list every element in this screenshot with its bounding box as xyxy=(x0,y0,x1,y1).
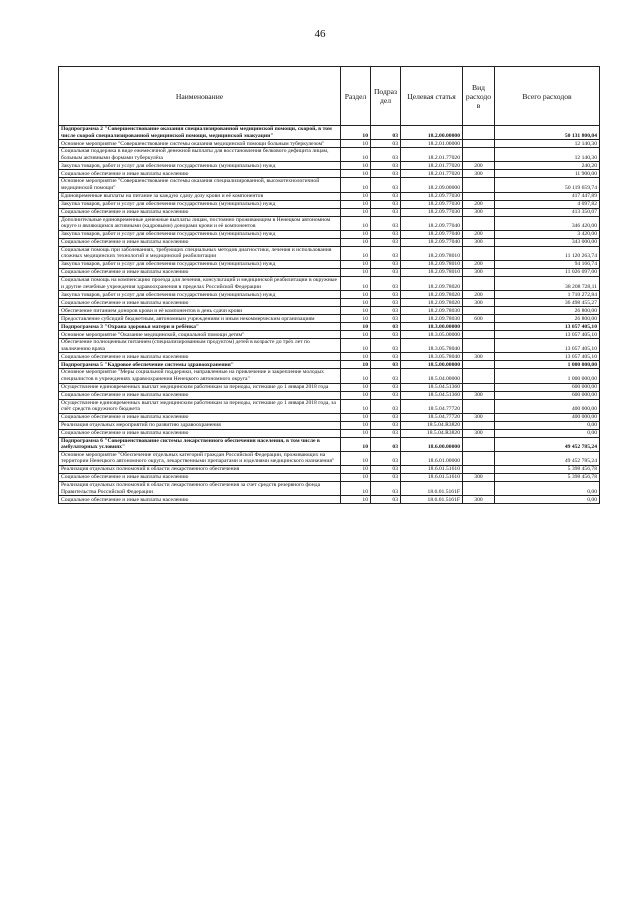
cell-subsection: 03 xyxy=(371,170,401,178)
cell-name: Социальная помощь на компенсацию проезда для лечения, консультаций и медицинской реабилитации в окружные и другие лечебные учреждения здравоохранения в пределах Российской Федерации xyxy=(59,276,341,290)
cell-amount: 600 000,00 xyxy=(495,383,600,391)
cell-target: 18.5.04.R3820 xyxy=(401,429,463,437)
cell-name: Социальное обеспечение и иные выплаты населению xyxy=(59,299,341,307)
cell-amount: 5 398 456,78 xyxy=(495,474,600,482)
cell-amount: 0,00 xyxy=(495,421,600,429)
cell-section: 10 xyxy=(341,126,371,140)
cell-section: 10 xyxy=(341,192,371,200)
cell-kind: 300 xyxy=(463,391,495,399)
cell-section: 10 xyxy=(341,451,371,465)
cell-subsection: 03 xyxy=(371,437,401,451)
cell-name: Социальное обеспечение и иные выплаты населению xyxy=(59,353,341,361)
cell-subsection: 03 xyxy=(371,353,401,361)
cell-kind: 300 xyxy=(463,170,495,178)
table-row xyxy=(59,323,600,331)
cell-kind: 300 xyxy=(463,429,495,437)
cell-subsection: 03 xyxy=(371,299,401,307)
cell-subsection: 03 xyxy=(371,140,401,148)
cell-target: 18.6.01.51610 xyxy=(401,466,463,474)
cell-subsection: 03 xyxy=(371,307,401,315)
cell-name: Обеспечение полноценным питанием (специализированным продуктом) детей в возрасте до трёх лет по заключению врача xyxy=(59,339,341,353)
table-row xyxy=(59,268,600,276)
cell-section: 10 xyxy=(341,482,371,496)
cell-subsection: 03 xyxy=(371,291,401,299)
cell-target: 18.2.09.77030 xyxy=(401,192,463,200)
cell-subsection: 03 xyxy=(371,276,401,290)
cell-section: 10 xyxy=(341,208,371,216)
budget-table xyxy=(58,66,600,504)
cell-section: 10 xyxy=(341,260,371,268)
cell-target: 18.6.01.00000 xyxy=(401,451,463,465)
cell-kind xyxy=(463,466,495,474)
cell-target: 18.6.01.5161F xyxy=(401,496,463,504)
cell-amount: 413 350,07 xyxy=(495,208,600,216)
cell-name: Обеспечение питанием доноров крови и её компонентов в день сдачи крови xyxy=(59,307,341,315)
cell-kind xyxy=(463,307,495,315)
cell-section: 10 xyxy=(341,437,371,451)
table-row xyxy=(59,200,600,208)
cell-kind xyxy=(463,331,495,339)
cell-target: 18.6.00.00000 xyxy=(401,437,463,451)
cell-amount: 13 057 405,10 xyxy=(495,331,600,339)
table-row xyxy=(59,353,600,361)
table-row xyxy=(59,474,600,482)
cell-subsection: 03 xyxy=(371,391,401,399)
cell-amount: 12 140,30 xyxy=(495,140,600,148)
cell-kind: 300 xyxy=(463,299,495,307)
cell-section: 10 xyxy=(341,246,371,260)
cell-name: Социальное обеспечение и иные выплаты населению xyxy=(59,238,341,246)
cell-target: 18.2.09.78010 xyxy=(401,268,463,276)
header-target: Целевая статья xyxy=(401,67,463,126)
cell-subsection: 03 xyxy=(371,268,401,276)
table-row xyxy=(59,299,600,307)
cell-amount: 13 057 405,10 xyxy=(495,339,600,353)
cell-target: 18.2.09.00000 xyxy=(401,178,463,192)
cell-amount: 11 900,00 xyxy=(495,170,600,178)
cell-amount: 3 420,00 xyxy=(495,230,600,238)
cell-kind xyxy=(463,140,495,148)
cell-subsection: 03 xyxy=(371,413,401,421)
cell-kind xyxy=(463,126,495,140)
cell-section: 10 xyxy=(341,170,371,178)
cell-kind xyxy=(463,246,495,260)
cell-amount: 50 131 800,04 xyxy=(495,126,600,140)
cell-subsection: 03 xyxy=(371,399,401,413)
cell-subsection: 03 xyxy=(371,126,401,140)
table-row xyxy=(59,148,600,162)
cell-section: 10 xyxy=(341,200,371,208)
cell-section: 10 xyxy=(341,369,371,383)
table-row xyxy=(59,361,600,369)
cell-amount: 1 000 000,00 xyxy=(495,369,600,383)
cell-target: 18.2.09.78020 xyxy=(401,299,463,307)
cell-kind xyxy=(463,369,495,383)
cell-amount: 0,00 xyxy=(495,482,600,496)
table-row xyxy=(59,126,600,140)
header-kind: Вид расходо в xyxy=(463,67,495,126)
cell-amount: 346 420,00 xyxy=(495,216,600,230)
table-row xyxy=(59,391,600,399)
cell-kind xyxy=(463,482,495,496)
cell-target: 18.6.01.5161F xyxy=(401,482,463,496)
cell-subsection: 03 xyxy=(371,208,401,216)
cell-target: 18.2.09.78010 xyxy=(401,260,463,268)
cell-amount: 94 166,74 xyxy=(495,260,600,268)
cell-target: 18.5.04.51360 xyxy=(401,383,463,391)
cell-name: Закупка товаров, работ и услуг для обеспечения государственных (муниципальных) нужд xyxy=(59,260,341,268)
cell-subsection: 03 xyxy=(371,323,401,331)
cell-target: 18.2.09.78030 xyxy=(401,307,463,315)
cell-amount: 5 398 456,78 xyxy=(495,466,600,474)
table-row xyxy=(59,307,600,315)
cell-kind xyxy=(463,451,495,465)
cell-subsection: 03 xyxy=(371,369,401,383)
cell-section: 10 xyxy=(341,383,371,391)
cell-section: 10 xyxy=(341,323,371,331)
cell-subsection: 03 xyxy=(371,331,401,339)
cell-amount: 38 208 728,11 xyxy=(495,276,600,290)
cell-kind: 200 xyxy=(463,260,495,268)
cell-target: 18.5.04.77720 xyxy=(401,399,463,413)
table-row xyxy=(59,413,600,421)
cell-name: Социальное обеспечение и иные выплаты населению xyxy=(59,391,341,399)
cell-target: 18.2.09.78020 xyxy=(401,291,463,299)
cell-kind: 300 xyxy=(463,353,495,361)
table-row xyxy=(59,216,600,230)
cell-name: Социальное обеспечение и иные выплаты населению xyxy=(59,429,341,437)
cell-kind xyxy=(463,192,495,200)
cell-section: 10 xyxy=(341,178,371,192)
cell-name: Предоставление субсидий бюджетным, автономным учреждениям и иным некоммерческим организациям xyxy=(59,315,341,323)
table-row xyxy=(59,466,600,474)
cell-section: 10 xyxy=(341,216,371,230)
cell-name: Реализация отдельных полномочий в области лекарственного обеспечения за счет средств резервного фонда Правительства Российской Федерации xyxy=(59,482,341,496)
cell-amount: 1 000 000,00 xyxy=(495,361,600,369)
table-row xyxy=(59,276,600,290)
cell-subsection: 03 xyxy=(371,361,401,369)
cell-subsection: 03 xyxy=(371,162,401,170)
cell-name: Основное мероприятие "Меры социальной поддержки, направленные на привлечение и закрепление молодых специалистов в учреждениях здравоохранения Ненецкого автономного округа" xyxy=(59,369,341,383)
cell-target: 18.5.04.77720 xyxy=(401,413,463,421)
cell-name: Подпрограмма 6 "Совершенствование системы лекарственного обеспечения населения, в том числе в амбулаторных условиях" xyxy=(59,437,341,451)
cell-subsection: 03 xyxy=(371,200,401,208)
cell-name: Социальное обеспечение и иные выплаты населению xyxy=(59,170,341,178)
cell-name: Дополнительные единовременные денежные выплаты лицам, постоянно проживающим в Ненецком автономном округе и являющимся активными (кадровыми) донорами крови и её компонентов xyxy=(59,216,341,230)
cell-amount: 36 498 455,27 xyxy=(495,299,600,307)
cell-subsection: 03 xyxy=(371,429,401,437)
cell-kind: 200 xyxy=(463,291,495,299)
cell-target: 18.2.09.77030 xyxy=(401,200,463,208)
cell-subsection: 03 xyxy=(371,451,401,465)
cell-name: Социальная помощь при заболеваниях, требующих специальных методов диагностики, лечения и использования сложных медицинских технологий и медицинской реабилитации xyxy=(59,246,341,260)
table-row xyxy=(59,178,600,192)
table-row xyxy=(59,482,600,496)
header-section: Раздел xyxy=(341,67,371,126)
cell-amount: 11 120 263,74 xyxy=(495,246,600,260)
cell-amount: 4 097,82 xyxy=(495,200,600,208)
cell-kind xyxy=(463,148,495,162)
cell-section: 10 xyxy=(341,291,371,299)
cell-target: 18.2.01.77020 xyxy=(401,148,463,162)
cell-section: 10 xyxy=(341,140,371,148)
cell-amount: 1 710 272,84 xyxy=(495,291,600,299)
table-row xyxy=(59,421,600,429)
cell-name: Реализация отдельных полномочий в области лекарственного обеспечения xyxy=(59,466,341,474)
cell-section: 10 xyxy=(341,474,371,482)
cell-target: 18.2.09.78030 xyxy=(401,315,463,323)
cell-name: Реализация отдельных мероприятий по развитию здравоохранения xyxy=(59,421,341,429)
cell-target: 18.2.01.00000 xyxy=(401,140,463,148)
cell-target: 18.5.04.51360 xyxy=(401,391,463,399)
header-name: Наименование xyxy=(59,67,341,126)
cell-name: Социальное обеспечение и иные выплаты населению xyxy=(59,496,341,504)
table-row xyxy=(59,399,600,413)
table-row xyxy=(59,369,600,383)
cell-name: Основное мероприятие "Совершенствование системы оказания медицинской помощи больным туберкулезом" xyxy=(59,140,341,148)
cell-kind xyxy=(463,399,495,413)
cell-amount: 26 800,00 xyxy=(495,307,600,315)
cell-name: Подпрограмма 5 "Кадровое обеспечение системы здравоохранения" xyxy=(59,361,341,369)
cell-amount: 13 057 405,10 xyxy=(495,323,600,331)
cell-section: 10 xyxy=(341,339,371,353)
table-row xyxy=(59,339,600,353)
cell-kind xyxy=(463,383,495,391)
cell-name: Осуществление единовременных выплат медицинским работникам за периоды, истекшие до 1 января 2018 года, за счёт средств окружного бюджета xyxy=(59,399,341,413)
cell-target: 18.2.09.78010 xyxy=(401,246,463,260)
cell-kind: 300 xyxy=(463,238,495,246)
cell-section: 10 xyxy=(341,413,371,421)
cell-name: Социальное обеспечение и иные выплаты населению xyxy=(59,474,341,482)
cell-kind xyxy=(463,339,495,353)
cell-target: 18.2.09.77040 xyxy=(401,216,463,230)
table-row xyxy=(59,208,600,216)
cell-amount: 12 140,30 xyxy=(495,148,600,162)
cell-kind xyxy=(463,361,495,369)
table-row xyxy=(59,246,600,260)
cell-subsection: 03 xyxy=(371,383,401,391)
cell-subsection: 03 xyxy=(371,148,401,162)
cell-name: Осуществление единовременных выплат медицинским работникам за периоды, истекшие до 1 января 2018 года xyxy=(59,383,341,391)
cell-target: 18.6.01.51610 xyxy=(401,474,463,482)
cell-kind: 300 xyxy=(463,496,495,504)
cell-name: Основное мероприятие "Оказание медицинской, социальной помощи детям" xyxy=(59,331,341,339)
cell-kind: 200 xyxy=(463,230,495,238)
cell-amount: 49 452 785,24 xyxy=(495,437,600,451)
table-row xyxy=(59,230,600,238)
table-row xyxy=(59,162,600,170)
cell-target: 18.5.04.00000 xyxy=(401,369,463,383)
cell-amount: 49 452 785,24 xyxy=(495,451,600,465)
table-row xyxy=(59,170,600,178)
cell-name: Единовременные выплаты на питание за каждую сдачу дозу крови и её компонентов xyxy=(59,192,341,200)
cell-subsection: 03 xyxy=(371,178,401,192)
page-number: 46 xyxy=(314,28,326,40)
cell-subsection: 03 xyxy=(371,216,401,230)
cell-kind: 300 xyxy=(463,208,495,216)
cell-subsection: 03 xyxy=(371,192,401,200)
cell-target: 18.3.00.00000 xyxy=(401,323,463,331)
cell-amount: 50 119 659,74 xyxy=(495,178,600,192)
cell-section: 10 xyxy=(341,353,371,361)
cell-subsection: 03 xyxy=(371,246,401,260)
cell-amount: 0,00 xyxy=(495,429,600,437)
cell-amount: 240,20 xyxy=(495,162,600,170)
cell-section: 10 xyxy=(341,331,371,339)
cell-target: 18.5.04.R3820 xyxy=(401,421,463,429)
cell-target: 18.2.09.77040 xyxy=(401,230,463,238)
cell-section: 10 xyxy=(341,148,371,162)
cell-kind: 200 xyxy=(463,162,495,170)
cell-section: 10 xyxy=(341,276,371,290)
cell-name: Закупка товаров, работ и услуг для обеспечения государственных (муниципальных) нужд xyxy=(59,162,341,170)
cell-target: 18.2.09.77040 xyxy=(401,238,463,246)
cell-amount: 13 057 405,10 xyxy=(495,353,600,361)
cell-subsection: 03 xyxy=(371,260,401,268)
cell-name: Основное мероприятие "Обеспечение отдельных категорий граждан Российской Федерации, проживающих на территории Ненецкого автономного округа, лекарственными препаратами и изделиями медицинского назначения" xyxy=(59,451,341,465)
cell-amount: 417 447,89 xyxy=(495,192,600,200)
table-row xyxy=(59,140,600,148)
cell-section: 10 xyxy=(341,421,371,429)
header-total: Всего расходов xyxy=(495,67,600,126)
header-subsection: Подраз дел xyxy=(371,67,401,126)
cell-kind: 300 xyxy=(463,268,495,276)
cell-section: 10 xyxy=(341,429,371,437)
cell-section: 10 xyxy=(341,162,371,170)
cell-kind xyxy=(463,276,495,290)
cell-name: Закупка товаров, работ и услуг для обеспечения государственных (муниципальных) нужд xyxy=(59,230,341,238)
cell-kind xyxy=(463,421,495,429)
cell-kind xyxy=(463,216,495,230)
cell-section: 10 xyxy=(341,299,371,307)
cell-section: 10 xyxy=(341,466,371,474)
cell-name: Подпрограмма 3 "Охрана здоровья матери и ребёнка" xyxy=(59,323,341,331)
cell-target: 18.3.05.78040 xyxy=(401,353,463,361)
cell-name: Закупка товаров, работ и услуг для обеспечения государственных (муниципальных) нужд xyxy=(59,291,341,299)
table-row xyxy=(59,331,600,339)
cell-subsection: 03 xyxy=(371,466,401,474)
cell-kind: 300 xyxy=(463,413,495,421)
cell-section: 10 xyxy=(341,399,371,413)
table-row xyxy=(59,437,600,451)
cell-target: 18.2.01.77020 xyxy=(401,170,463,178)
cell-subsection: 03 xyxy=(371,482,401,496)
cell-name: Закупка товаров, работ и услуг для обеспечения государственных (муниципальных) нужд xyxy=(59,200,341,208)
cell-amount: 343 000,00 xyxy=(495,238,600,246)
cell-amount: 600 000,00 xyxy=(495,391,600,399)
cell-target: 18.3.05.78040 xyxy=(401,339,463,353)
cell-subsection: 03 xyxy=(371,496,401,504)
table-row xyxy=(59,496,600,504)
cell-amount: 0,00 xyxy=(495,496,600,504)
cell-amount: 11 026 097,00 xyxy=(495,268,600,276)
cell-kind: 600 xyxy=(463,315,495,323)
cell-subsection: 03 xyxy=(371,315,401,323)
cell-subsection: 03 xyxy=(371,474,401,482)
table-row xyxy=(59,238,600,246)
cell-subsection: 03 xyxy=(371,339,401,353)
cell-section: 10 xyxy=(341,496,371,504)
cell-subsection: 03 xyxy=(371,230,401,238)
cell-section: 10 xyxy=(341,391,371,399)
cell-kind xyxy=(463,178,495,192)
cell-kind xyxy=(463,323,495,331)
cell-name: Социальная поддержка в виде ежемесячной денежной выплаты для восстановления белкового дефицита лицам, больным активными формами туберкулёза xyxy=(59,148,341,162)
cell-kind xyxy=(463,437,495,451)
cell-section: 10 xyxy=(341,238,371,246)
cell-amount: 400 000,00 xyxy=(495,399,600,413)
cell-name: Подпрограмма 2 "Совершенствование оказания специализированной медицинской помощи, скорой, в том числе скорой специализированной медицинской помощи, медицинской эвакуации" xyxy=(59,126,341,140)
cell-name: Основное мероприятие "Совершенствование системы оказания специализированной, высокотехнологичной медицинской помощи" xyxy=(59,178,341,192)
cell-section: 10 xyxy=(341,268,371,276)
cell-target: 18.2.09.78020 xyxy=(401,276,463,290)
table-row xyxy=(59,315,600,323)
cell-name: Социальное обеспечение и иные выплаты населению xyxy=(59,413,341,421)
table-body xyxy=(59,126,600,504)
cell-subsection: 03 xyxy=(371,238,401,246)
table-row xyxy=(59,260,600,268)
cell-section: 10 xyxy=(341,361,371,369)
table-row xyxy=(59,383,600,391)
cell-target: 18.2.09.77030 xyxy=(401,208,463,216)
cell-target: 18.2.01.77020 xyxy=(401,162,463,170)
cell-name: Социальное обеспечение и иные выплаты населению xyxy=(59,208,341,216)
cell-section: 10 xyxy=(341,230,371,238)
cell-section: 10 xyxy=(341,315,371,323)
table-row xyxy=(59,451,600,465)
cell-target: 18.5.00.00000 xyxy=(401,361,463,369)
table-row xyxy=(59,429,600,437)
cell-subsection: 03 xyxy=(371,421,401,429)
cell-target: 18.3.05.00000 xyxy=(401,331,463,339)
table-row xyxy=(59,192,600,200)
table-header-row xyxy=(59,67,600,126)
cell-kind: 200 xyxy=(463,200,495,208)
table-row xyxy=(59,291,600,299)
cell-kind: 300 xyxy=(463,474,495,482)
cell-name: Социальное обеспечение и иные выплаты населению xyxy=(59,268,341,276)
cell-amount: 26 800,00 xyxy=(495,315,600,323)
cell-amount: 400 000,00 xyxy=(495,413,600,421)
cell-section: 10 xyxy=(341,307,371,315)
cell-target: 18.2.00.00000 xyxy=(401,126,463,140)
